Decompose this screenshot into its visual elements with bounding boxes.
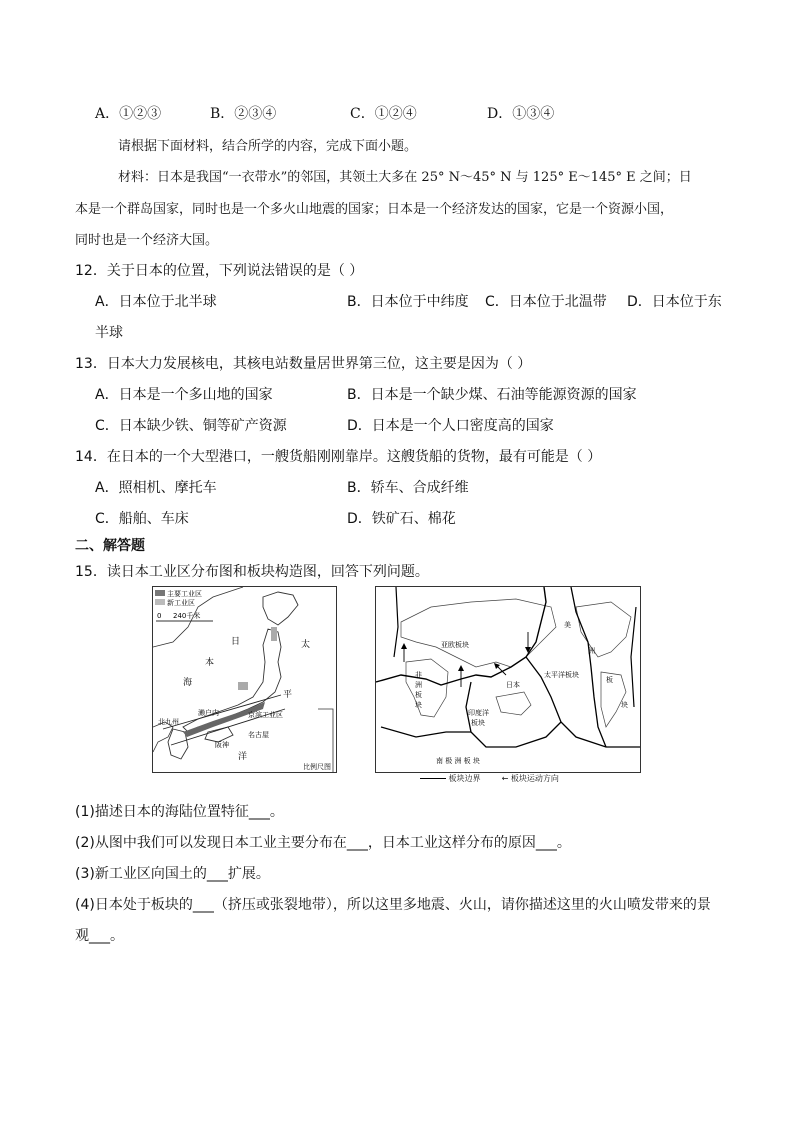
q15-part-1: (1)描述日本的海陆位置特征___。 [75,804,284,820]
q13-option-d: D．日本是一个人口密度高的国家 [347,418,554,434]
label-america-4: 块 [621,701,628,709]
prev-option-d: D．①③④ [487,106,555,122]
label-japan: 日本 [506,681,520,689]
q15-stem: 15．读日本工业区分布图和板块构造图，回答下列问题。 [75,564,429,580]
scale-zero: 0 [157,612,162,620]
legend-motion-label: 板块运动方向 [510,774,559,783]
label-africa-1: 非 [415,671,422,679]
label-america-2: 洲 [588,647,595,655]
south-america-landmass [601,672,626,727]
region-hanshin: 阪神 [215,741,229,749]
japan-industry-map [152,586,337,773]
sea-label-ri: 日 [231,637,241,647]
label-america-1: 美 [564,621,571,629]
sea-label-hai: 海 [183,678,193,688]
boundary-atlantic [394,587,398,657]
label-indian-1: 印度洋 [468,709,489,717]
new-industry-zone-2 [271,627,277,641]
q12-option-b: B．日本位于中纬度 [347,294,469,310]
label-pacific-plate: 太平洋板块 [544,671,579,679]
material-line-3: 同时也是一个经济大国。 [75,233,219,248]
hokkaido-island [263,592,298,625]
map-credit: 比例尺图 [303,763,331,771]
ocean-label-tai: 太 [301,640,311,650]
label-africa-3: 板 [415,691,422,699]
prev-option-b: B．②③④ [210,106,277,122]
q12-stem: 12．关于日本的位置，下列说法错误的是（ ） [75,263,364,279]
eurasia-landmass [401,599,556,667]
legend-new-label: 新工业区 [167,599,195,607]
label-america-3: 板 [606,676,613,684]
label-africa-2: 洲 [415,681,422,689]
australia-landmass [496,692,531,715]
scale-label: 240千米 [173,612,201,620]
q13-option-c: C．日本缺少铁、铜等矿产资源 [95,418,287,434]
sea-label-ben: 本 [205,658,215,668]
intro-text: 请根据下面材料，结合所学的内容，完成下面小题。 [118,139,418,154]
legend-boundary-label: 板块边界 [448,774,481,783]
material-line-1: 材料：日本是我国“一衣带水”的邻国，其领土大多在 25° N～45° N 与 125° E～145° E 之间；日 [118,170,692,185]
plate-tectonics-map [375,586,641,773]
ocean-label-ping: 平 [283,690,293,700]
north-america-landmass [576,602,631,657]
prev-option-a: A．①②③ [95,106,162,122]
boundary-africa-south [381,727,471,737]
q14-option-c: C．船舶、车床 [95,511,189,527]
label-africa-4: 块 [415,701,422,709]
legend-new-swatch [155,599,165,605]
plate-map-legend [420,773,559,784]
label-antarctic-plate: 南 极 洲 板 块 [436,757,480,765]
boundary-atlantic-east [631,607,636,707]
q15-part-4-cont: 观___。 [75,928,124,944]
q12-option-d-cont: 半球 [95,325,123,341]
label-indian-2: 板块 [471,719,485,727]
q12-option-d: D．日本位于东 [627,294,722,310]
region-keihin: 京滨工业区 [248,711,283,719]
shikoku-island [205,727,233,742]
q15-part-2: (2)从图中我们可以发现日本工业主要分布在___，日本工业这样分布的原因___。 [75,835,571,851]
ocean-label-yang: 洋 [238,752,248,762]
q12-option-a: A．日本位于北半球 [95,294,217,310]
new-industry-zone-1 [238,682,248,690]
q14-stem: 14．在日本的一个大型港口，一艘货船刚刚靠岸。这艘货船的货物，最有可能是（ ） [75,449,602,465]
q13-option-b: B．日本是一个缺少煤、石油等能源资源的国家 [347,387,637,403]
prev-option-c: C．①②④ [350,106,417,122]
q12-option-c: C．日本位于北温带 [485,294,607,310]
section-heading: 二、解答题 [75,538,145,554]
region-kitakyushu: 北九州 [158,718,179,726]
legend-arrow-icon: ← [501,774,509,783]
legend-main-label: 主要工业区 [167,590,202,598]
q15-part-3: (3)新工业区向国土的___扩展。 [75,866,270,882]
africa-landmass [406,659,448,717]
q14-option-d: D．铁矿石、棉花 [347,511,456,527]
label-eurasian-plate: 亚欧板块 [441,641,469,649]
q15-part-4: (4)日本处于板块的___（挤压或张裂地带），所以这里多地震、火山，请你描述这里的火山喷发带来的景 [75,897,711,913]
q13-stem: 13．日本大力发展核电，其核电站数量居世界第三位，这主要是因为（ ） [75,356,532,372]
q14-option-a: A．照相机、摩托车 [95,480,217,496]
q13-option-a: A．日本是一个多山地的国家 [95,387,273,403]
region-setonaikai: 濑户内 [198,709,219,717]
legend-main-swatch [155,590,165,596]
region-nagoya: 名古屋 [248,731,269,739]
material-line-2: 本是一个群岛国家，同时也是一个多火山地震的国家；日本是一个经济发达的国家，它是一个资源小国， [75,202,674,217]
q14-option-b: B．轿车、合成纤维 [347,480,469,496]
